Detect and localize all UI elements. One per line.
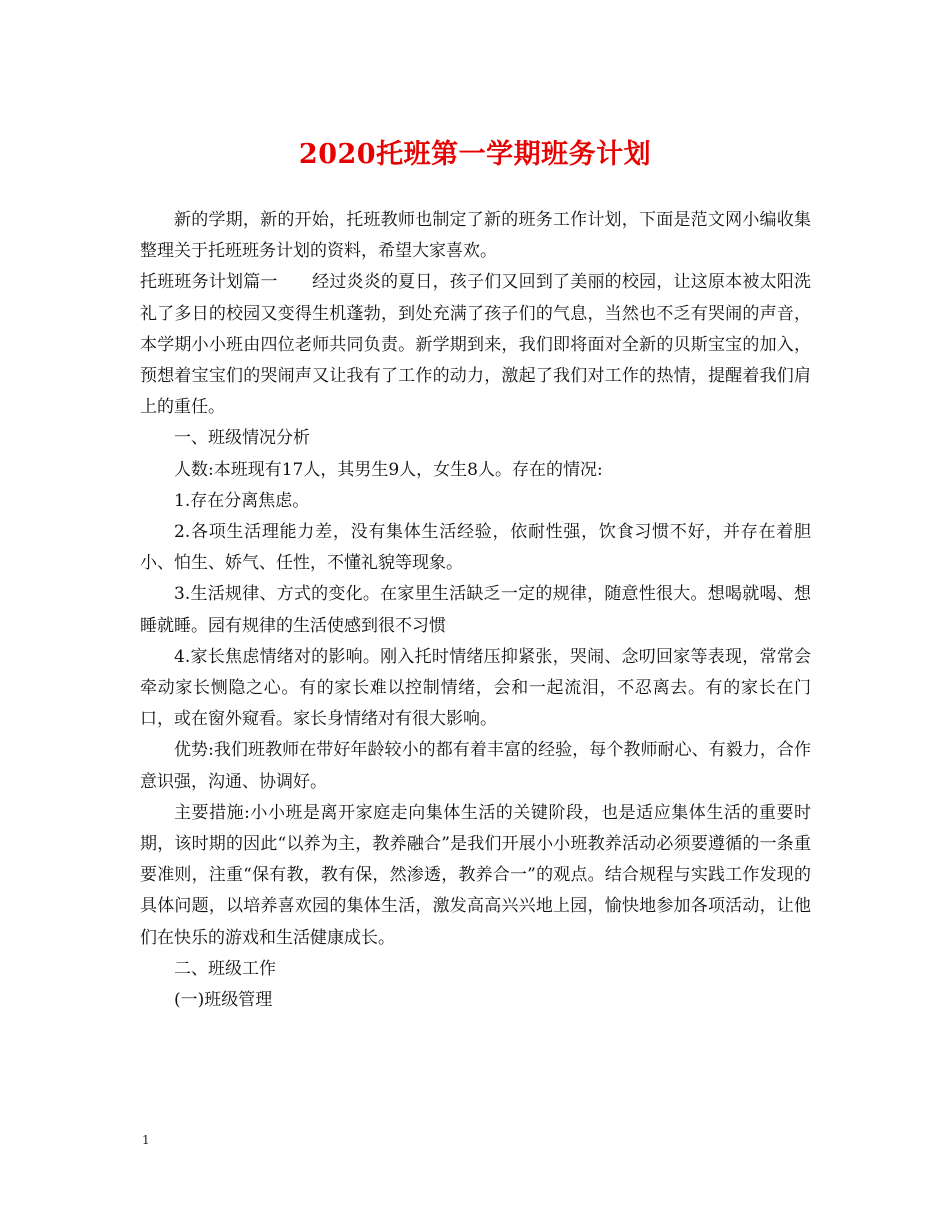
page-number: 1 [142, 1133, 150, 1147]
paragraph-headcount: 人数:本班现有17人，其男生9人，女生8人。存在的情况: [174, 459, 603, 480]
list-item-1: 1.存在分离焦虑。 [174, 490, 310, 511]
list-item-4: 4.家长焦虑情绪对的影响。刚入托时情绪压抑紧张，哭闹、念叨回家等表现，常常会牵动家长恻隐之心。有的家长难以控制情绪，会和一起流泪，不忍离去。有的家长在门口，或在窗外窥看。家长身情绪对有很大影响。 [140, 646, 811, 730]
list-item-3: 3.生活规律、方式的变化。在家里生活缺乏一定的规律，随意性很大。想喝就喝、想睡就睡。园有规律的生活使感到很不习惯 [140, 584, 811, 636]
subheading-class-management: (一)班级管理 [174, 990, 273, 1011]
paragraph-intro: 新的学期，新的开始，托班教师也制定了新的班务工作计划，下面是范文网小编收集整理关于托班班务计划的资料，希望大家喜欢。 [140, 210, 811, 262]
list-item-2: 2.各项生活理能力差，没有集体生活经验，依耐性强，饮食习惯不好，并存在着胆小、怕生、娇气、任性，不懂礼貌等现象。 [140, 522, 811, 574]
paragraph-measures: 主要措施:小小班是离开家庭走向集体生活的关键阶段，也是适应集体生活的重要时期，该时期的因此“以养为主，教养融合”是我们开展小小班教养活动必须要遵循的一条重要准则，注重“保有教，教有保，然渗透，教养合一”的观点。结合规程与实践工作发现的具体问题，以培养喜欢园的集体生活，激发高高兴兴地上园，愉快地参加各项活动，让他们在快乐的游戏和生活健康成长。 [140, 802, 811, 948]
paragraph-plan-one: 托班班务计划篇一 经过炎炎的夏日，孩子们又回到了美丽的校园，让这原本被太阳洗礼了多日的校园又变得生机蓬勃，到处充满了孩子们的气息，当然也不乏有哭闹的声音，本学期小小班由四位老师共同负责。新学期到来，我们即将面对全新的贝斯宝宝的加入，预想着宝宝们的哭闹声又让我有了工作的动力，激起了我们对工作的热情，提醒着我们肩上的重任。 [140, 272, 811, 418]
paragraph-advantages: 优势:我们班教师在带好年龄较小的都有着丰富的经验，每个教师耐心、有毅力，合作意识强，沟通、协调好。 [140, 740, 811, 792]
heading-class-analysis: 一、班级情况分析 [174, 428, 310, 449]
heading-class-work: 二、班级工作 [174, 958, 276, 979]
document-body [140, 205, 811, 1016]
page-title: 2020托班第一学期班务计划 [298, 139, 652, 170]
